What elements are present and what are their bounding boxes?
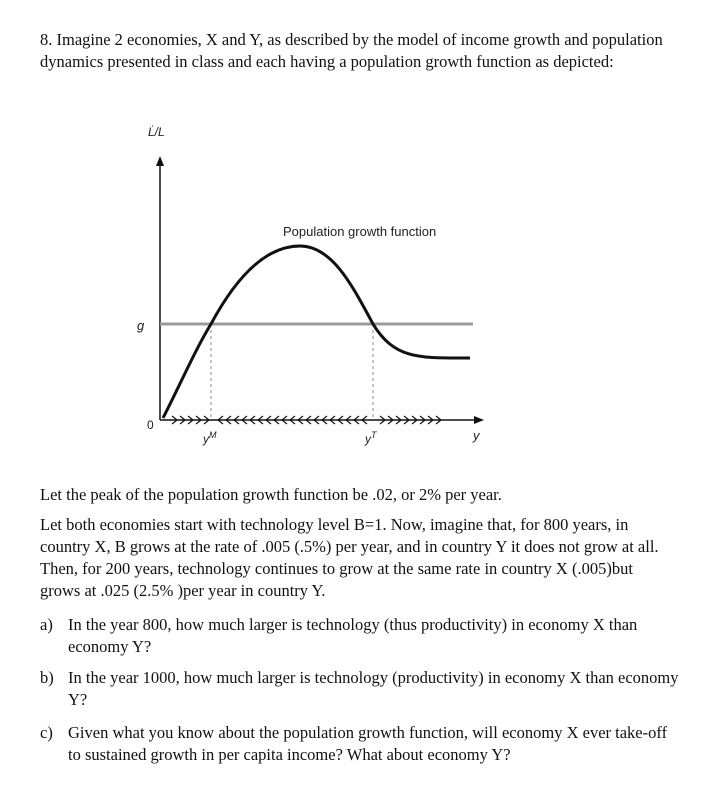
population-growth-curve [163,246,470,418]
question-a [40,614,680,658]
g-label: g [137,318,145,333]
question-intro: 8. Imagine 2 economies, X and Y, as described by the model of income growth and population dynamics presented in class and each having a population growth function as depicted: [40,30,663,71]
question-a-text: In the year 800, how much larger is technology (thus productivity) in economy X than economy Y? [68,615,638,656]
question-c [40,722,680,766]
y-axis-arrowhead [156,156,164,166]
question-b-text: In the year 1000, how much larger is technology (productivity) in economy X than economy Y? [68,668,679,709]
yt-label [364,430,378,446]
question-b [40,667,680,711]
paragraph-scenario: Let both economies start with technology level B=1. Now, imagine that, for 800 years, in country X, B grows at the rate of .005 (.5%) per year, and in country Y it does not grow at all. Then, for 200 years, technology continues to grow at the same rate in country X (.005)but grows at .025 (2.5% )per year in country Y. [40,515,659,600]
yt-sup: T [371,430,377,440]
ym-sup: M [209,430,217,440]
x-axis-label: y [473,428,480,443]
yt-base: y [365,432,371,446]
origin-label: 0 [147,418,154,432]
question-c-letter: c) [40,723,53,742]
question-b-letter: b) [40,668,54,687]
question-c-text: Given what you know about the population growth function, will economy X ever take-off to sustained growth in per capita income? What about economy Y? [68,723,668,764]
ym-base: y [203,432,209,446]
question-a-letter: a) [40,615,53,634]
curve-label: Population growth function [283,224,437,239]
paragraph-peak: Let the peak of the population growth function be .02, or 2% per year. [40,485,502,504]
y-axis-label: L̇/L [148,125,165,139]
x-axis-arrowhead [474,416,484,424]
ym-label [202,430,217,446]
